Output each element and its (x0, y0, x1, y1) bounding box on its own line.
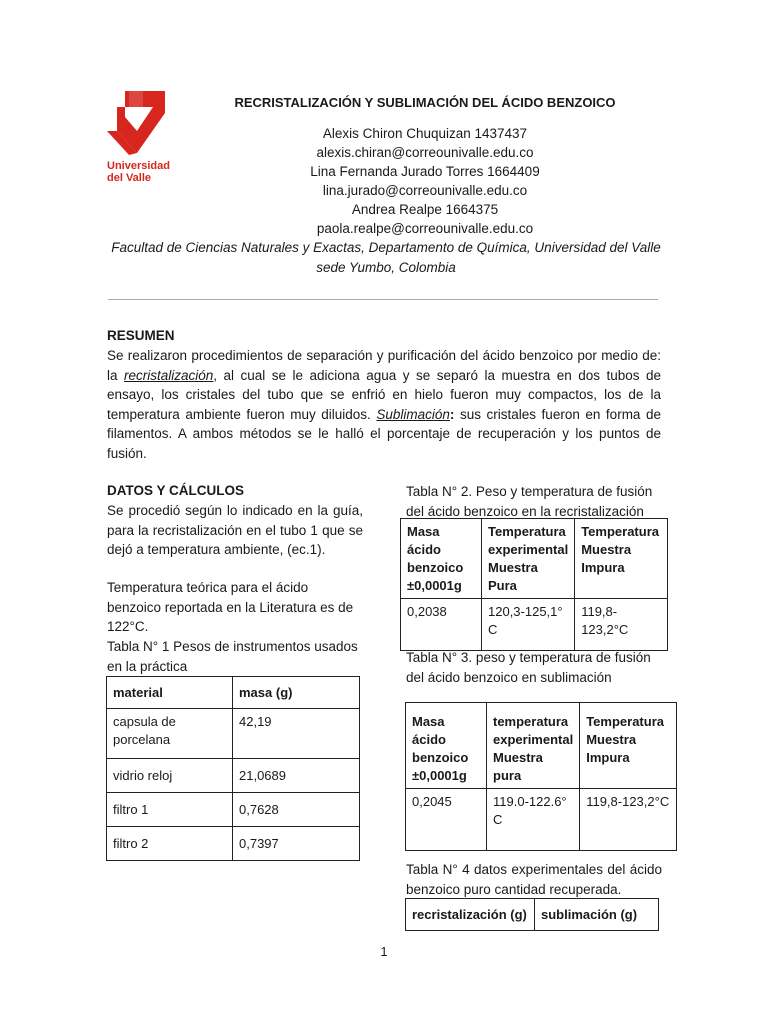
tabla1-cell: vidrio reloj (107, 759, 233, 793)
colon: : (449, 406, 455, 422)
tabla2 (400, 518, 668, 651)
tabla2-cell: 119,8-123,2°C (575, 599, 668, 651)
document-title: RECRISTALIZACIÓN Y SUBLIMACIÓN DEL ÁCIDO BENZOICO (234, 95, 616, 110)
sublimacion-term: Sublimación (376, 406, 450, 422)
tabla4 (405, 898, 659, 931)
page-number: 1 (380, 944, 388, 959)
tabla3-header: temperatura experimental Muestra pura (487, 703, 580, 789)
datos-heading: DATOS Y CÁLCULOS (107, 483, 245, 498)
datos-paragraph: Se procedió según lo indicado en la guía, para la recristalización en el tubo 1 que se dejó a temperatura ambiente, (ec.1). (107, 503, 363, 558)
tabla2-cell: 0,2038 (401, 599, 482, 651)
tabla3-caption: Tabla N° 3. peso y temperatura de fusión del ácido benzoico en sublimación (406, 650, 651, 685)
resumen-text-1: Se realizaron procedimientos de separación y purificación del ácido benzoico por medio de: la (107, 348, 661, 383)
recristalizacion-term: recristalización (124, 367, 214, 383)
tabla3-cell: 119.0-122.6° C (487, 789, 580, 851)
author-line: Lina Fernanda Jurado Torres 1664409 (310, 164, 540, 179)
tabla3-header: Masa ácido benzoico ±0,0001g (406, 703, 487, 789)
author-email: alexis.chiran@correounivalle.edu.co (316, 145, 534, 160)
temperatura-paragraph: Temperatura teórica para el ácido benzoico reportada en la Literatura es de 122°C. (107, 580, 354, 635)
tabla3-cell: 0,2045 (406, 789, 487, 851)
resumen-heading: RESUMEN (107, 328, 175, 343)
tabla2-header: Masa ácido benzoico ±0,0001g (401, 519, 482, 599)
tabla4-caption: Tabla N° 4 datos experimentales del ácido benzoico puro cantidad recuperada. (406, 862, 662, 897)
separator-line (108, 299, 658, 300)
tabla1-cell: 42,19 (233, 709, 360, 759)
tabla1 (106, 676, 360, 861)
tabla1-cell: 0,7397 (233, 827, 360, 861)
tabla3-header: Temperatura Muestra Impura (580, 703, 677, 789)
author-line: Andrea Realpe 1664375 (351, 202, 499, 217)
affiliation: Facultad de Ciencias Naturales y Exactas, Departamento de Química, Universidad del Valle sede Yumbo, Colombia (111, 240, 661, 275)
tabla2-caption: Tabla N° 2. Peso y temperatura de fusión del ácido benzoico en la recristalización (406, 484, 653, 519)
tabla1-cell: filtro 2 (107, 827, 233, 861)
univalle-emblem-icon (107, 91, 165, 155)
tabla1-cell: capsula de porcelana (107, 709, 233, 759)
logo-text-line2: del Valle (107, 172, 152, 184)
resumen-text-3: sus cristales fueron en forma de filamentos. A ambos métodos se le halló el porcentaje de recuperación y los puntos de fusión. (107, 406, 662, 461)
tabla4-header: recristalización (g) (406, 899, 535, 931)
author-email: lina.jurado@correounivalle.edu.co (322, 183, 528, 198)
tabla1-header: masa (g) (233, 677, 360, 709)
tabla1-cell: filtro 1 (107, 793, 233, 827)
tabla2-header: Temperatura Muestra Impura (575, 519, 668, 599)
tabla1-header: material (107, 677, 233, 709)
university-logo (107, 91, 170, 184)
resumen-text-2: , al cual se le adiciona agua y se separó la muestra en dos tubos de ensayo, los cristales del tubo que se enfrió en hielo fueron muy compactos, los de la temperatura ambiente fueron muy diluidos. (107, 367, 661, 422)
tabla4-header: sublimación (g) (535, 899, 659, 931)
tabla1-caption: Tabla N° 1 Pesos de instrumentos usados en la práctica (107, 639, 358, 674)
resumen-paragraph (107, 346, 661, 464)
logo-text-line1: Universidad (107, 160, 170, 172)
author-line: Alexis Chiron Chuquizan 1437437 (322, 126, 528, 141)
tabla1-cell: 0,7628 (233, 793, 360, 827)
author-email: paola.realpe@correounivalle.edu.co (316, 221, 534, 236)
tabla2-cell: 120,3-125,1° C (482, 599, 575, 651)
tabla3-cell: 119,8-123,2°C (580, 789, 677, 851)
tabla3 (405, 702, 677, 851)
tabla2-header: Temperatura experimental Muestra Pura (482, 519, 575, 599)
tabla1-cell: 21,0689 (233, 759, 360, 793)
